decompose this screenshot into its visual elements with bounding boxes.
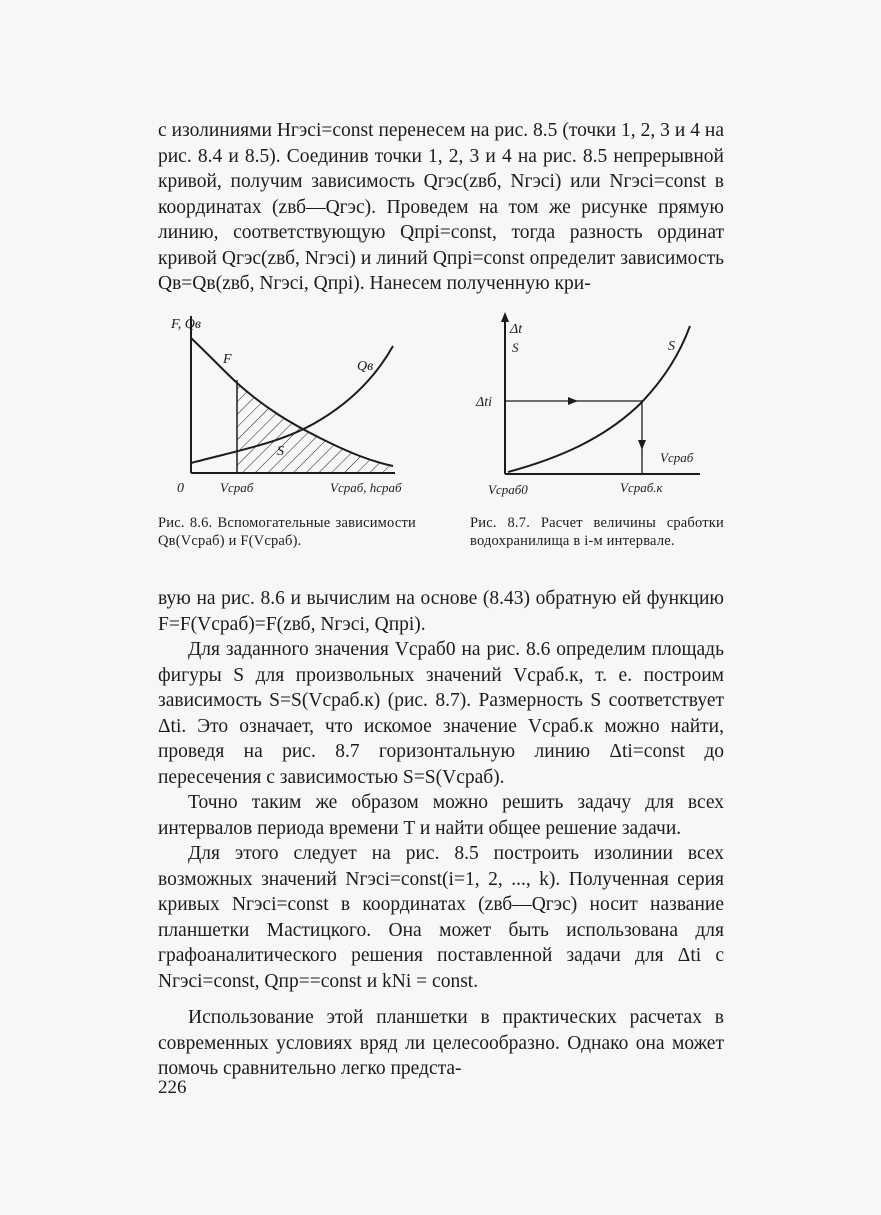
- figure-8-7: [470, 308, 710, 503]
- paragraph-5: Для этого следует на рис. 8.5 построить изолинии всех возможных значений Nгэсi=const(i=1, 2, ..., k). Полученная серия кривых Nгэсi=const в координатах (zвб—Qгэс) носит название планшетки Мастицкого. Она может быть использована для графоаналитического решения поставленной задачи для Δti с Nгэсi=const, Qпр==const и kNi = const.: [158, 843, 724, 992]
- fig87-level-arrow: [568, 397, 578, 405]
- fig86-origin-label: 0: [177, 481, 184, 496]
- page-number: 226: [158, 1077, 187, 1098]
- fig87-curve-label: S: [668, 339, 675, 354]
- figure-8-6: [165, 308, 430, 503]
- fig86-xtick-label: Vсраб: [220, 480, 254, 495]
- caption-fig-8-6: Рис. 8.6. Вспомогательные зависимости Qв(Vсраб) и F(Vсраб).: [158, 515, 416, 549]
- fig87-y-sublabel: S: [512, 340, 519, 355]
- paragraph-3: Для заданного значения Vсраб0 на рис. 8.6 определим площадь фигуры S для произвольных значений Vсраб.к, т. е. построим зависимость S=S(Vсраб.к) (рис. 8.7). Размерность S соответствует Δti. Это означает, что искомое значение Vсраб.к можно найти, проведя на рис. 8.7 горизонтальную линию Δti=const до пересечения с зависимостью S=S(Vсраб).: [158, 639, 724, 788]
- paragraph-1: с изолиниями Hгэсi=const перенесем на рис. 8.5 (точки 1, 2, 3 и 4 на рис. 8.4 и 8.5). Соединив точки 1, 2, 3 и 4 на рис. 8.5 непрерывной кривой, получим зависимость Qгэс(zвб, Nгэсi) или Nгэсi=const в координатах (zвб—Qгэс). Проведем на том же рисунке прямую линию, соответствующую Qпрi=const, тогда разность ординат кривой Qгэс(zвб, Nгэсi) и линий Qпрi=const определит зависимость Qв=Qв(zвб, Nгэсi, Qпрi). Нанесем полученную кри-: [158, 120, 724, 294]
- fig86-xaxis-label: Vсраб, hсраб: [330, 480, 402, 495]
- fig86-y-label: F, Qв: [171, 317, 201, 332]
- fig86-q-label: Qв: [357, 359, 374, 374]
- fig87-xaxis-label: Vсраб: [660, 450, 694, 465]
- paragraph-6: Использование этой планшетки в практических расчетах в современных условиях вряд ли целесообразно. Однако она может помочь сравнительно легко предста-: [158, 1007, 724, 1079]
- fig87-xresult-label: Vсраб.к: [620, 480, 663, 495]
- fig87-y-arrow: [501, 312, 509, 322]
- fig87-drop-arrow: [638, 440, 646, 450]
- fig87-y-label: Δt: [510, 322, 523, 337]
- fig87-xstart-label: Vсраб0: [488, 482, 528, 497]
- paragraph-2: вую на рис. 8.6 и вычислим на основе (8.43) обратную ей функцию F=F(Vсраб)=F(zвб, Nгэсi, Qпрi).: [158, 588, 724, 635]
- fig87-level-label: Δti: [476, 395, 492, 410]
- fig86-s-label: S: [277, 444, 284, 459]
- fig86-f-label: F: [223, 352, 232, 367]
- caption-fig-8-7: Рис. 8.7. Расчет величины сработки водохранилища в i-м интервале.: [470, 515, 724, 549]
- paragraph-4: Точно таким же образом можно решить задачу для всех интервалов периода времени T и найти общее решение задачи.: [158, 792, 724, 839]
